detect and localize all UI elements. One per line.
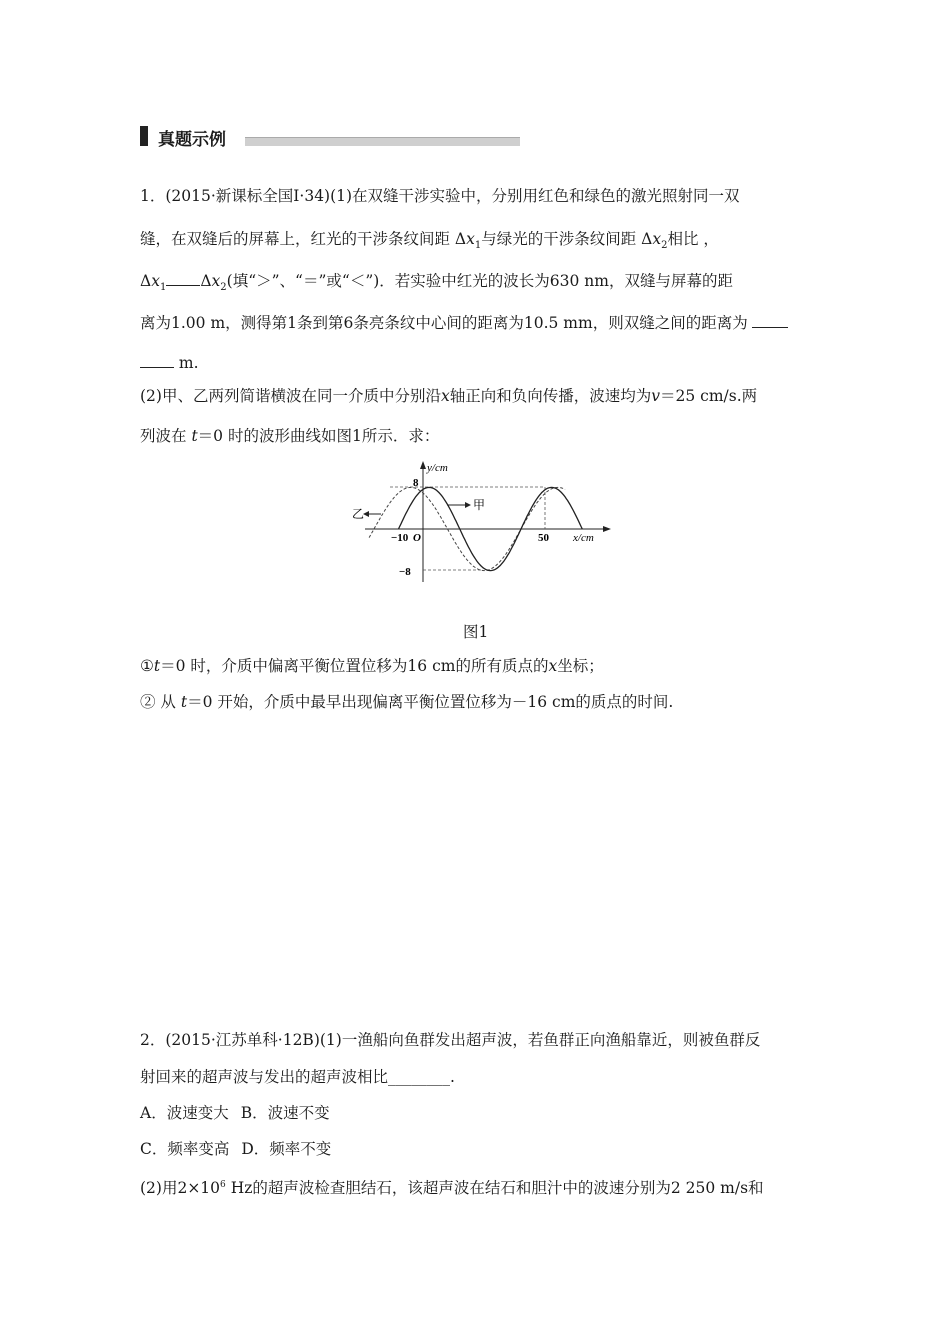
y-axis-arrow — [420, 461, 426, 469]
q1-line7: 列波在 t＝0 时的波形曲线如图1所示．求： — [140, 427, 440, 445]
section-divider — [245, 137, 520, 146]
label-yi: 乙 — [352, 507, 365, 521]
section-marker — [140, 126, 148, 146]
section-title: 真题示例 — [158, 130, 226, 150]
x-axis-arrow — [603, 526, 611, 532]
wave-figure — [352, 457, 615, 587]
figure-caption: 图1 — [463, 623, 489, 641]
q2-line1: 2．(2015·江苏单科·12B)(1)一渔船向鱼群发出超声波，若鱼群正向渔船靠近，则被鱼群反 — [140, 1031, 761, 1049]
q2-options-ab — [140, 1103, 330, 1123]
jia-arrowhead — [465, 502, 471, 508]
q2-line2: 射回来的超声波与发出的超声波相比________. — [140, 1068, 455, 1086]
tick-neg10: −10 — [391, 532, 409, 544]
answer-blank-compare[interactable] — [166, 270, 200, 286]
tick-neg8: −8 — [399, 566, 411, 578]
origin-label: O — [413, 532, 421, 544]
q1-item1: ①t＝0 时，介质中偏离平衡位置位移为16 cm的所有质点的x坐标； — [140, 657, 604, 675]
q1-line2: 缝，在双缝后的屏幕上，红光的干涉条纹间距 $\Delta x_1$与绿光的干涉条纹间距 $\Delta x_2$相比 ， — [140, 230, 719, 252]
q1-item2: ② 从 t＝0 开始，介质中最早出现偏离平衡位置位移为－16 cm的质点的时间. — [140, 693, 674, 711]
q1-line6: (2)甲、乙两列简谐横波在同一介质中分别沿x轴正向和负向传播，波速均为v＝25 cm/s.两 — [140, 387, 758, 405]
x-axis-label: x/cm — [573, 532, 594, 544]
option-b[interactable]: B．波速不变 — [240, 1104, 330, 1122]
option-c[interactable]: C．频率变高 — [140, 1140, 230, 1158]
option-d[interactable]: D．频率不变 — [241, 1140, 332, 1158]
answer-blank-distance-b[interactable] — [140, 352, 174, 368]
tick-8: 8 — [413, 477, 419, 489]
option-a[interactable]: A．波速变大 — [140, 1104, 229, 1122]
q1-line5: m. — [140, 352, 199, 373]
answer-blank-distance-a[interactable] — [752, 312, 788, 328]
q1-line1: 1．(2015·新课标全国Ⅰ·34)(1)在双缝干涉实验中，分别用红色和绿色的激光照射同一双 — [140, 187, 740, 205]
q1-line4: 离为1.00 m，测得第1条到第6条亮条纹中心间的距离为10.5 mm，则双缝之间的距离为 — [140, 312, 788, 333]
y-axis-label: y/cm — [427, 462, 448, 474]
q2-options-cd — [140, 1139, 331, 1159]
q1-line3: $\Delta x_1$ $\Delta x_2$(填“＞”、“＝”或“＜”)．若实验中红光的波长为630 nm，双缝与屏幕的距 — [140, 272, 733, 294]
label-jia: 甲 — [473, 498, 486, 512]
tick-50: 50 — [538, 532, 549, 544]
q2-line5: (2)用$2\times 10^6$ Hz的超声波检查胆结石，该超声波在结石和胆汁中的波速分别为2 250 m/s和 — [140, 1179, 764, 1198]
